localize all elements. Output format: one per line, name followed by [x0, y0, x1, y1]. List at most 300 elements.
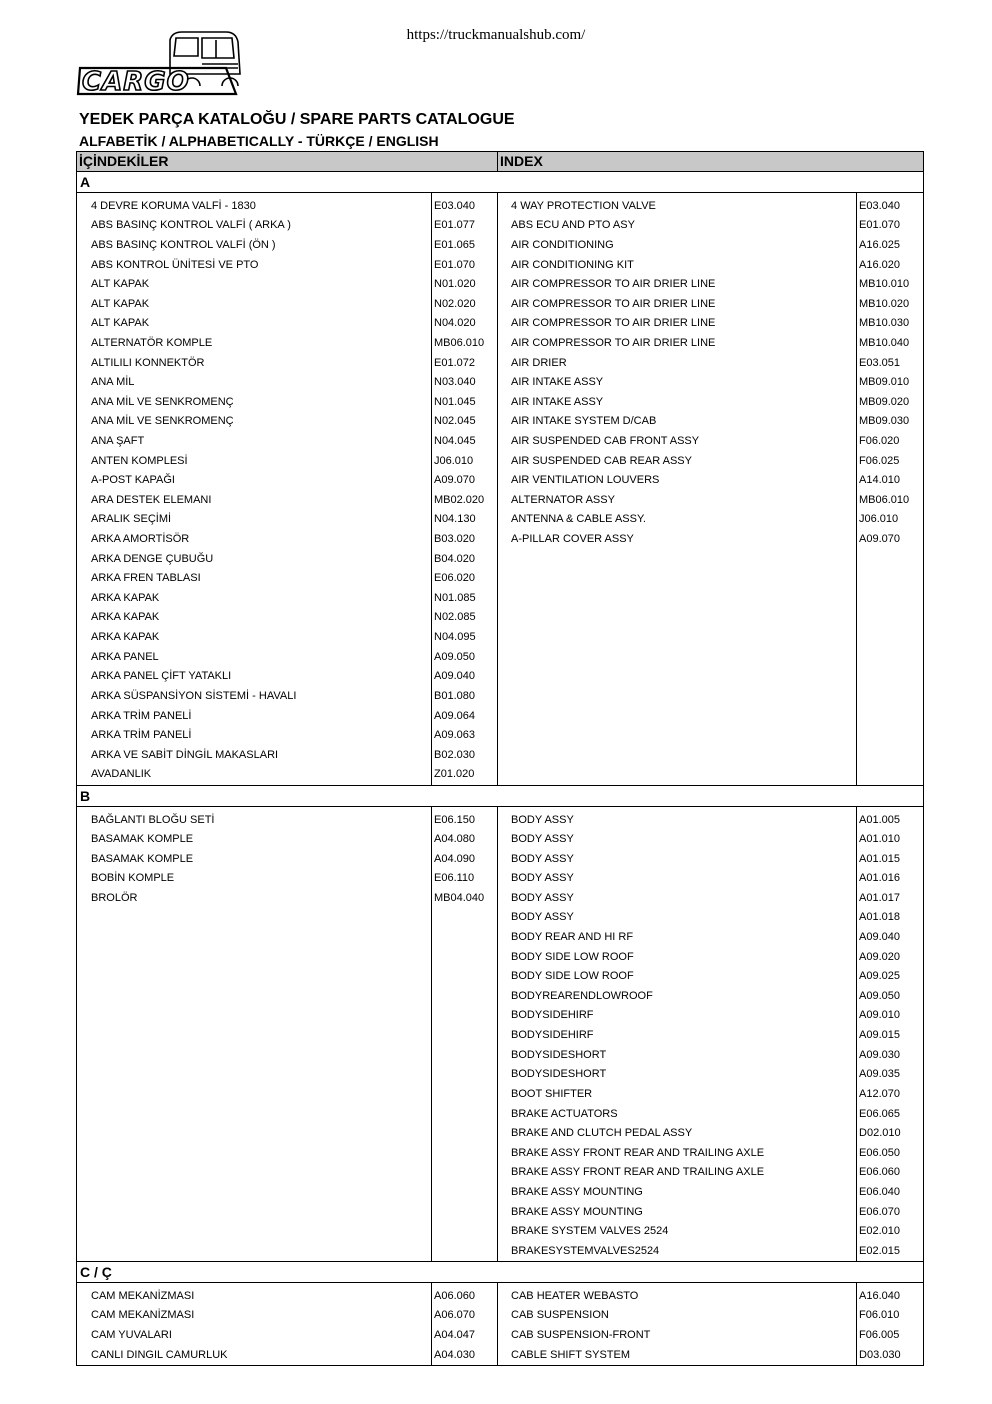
table-row [77, 745, 924, 765]
section-letter: C / Ç [77, 1262, 924, 1283]
turkish-part-code: MB06.010 [432, 334, 498, 354]
english-part-name: CAB SUSPENSION [498, 1306, 857, 1326]
english-part-name [498, 706, 857, 726]
english-part-code: A14.010 [857, 471, 924, 491]
turkish-part-code [432, 1104, 498, 1124]
turkish-part-name [77, 987, 432, 1007]
turkish-part-code [432, 967, 498, 987]
table-row [77, 392, 924, 412]
turkish-part-name: ALTERNATÖR KOMPLE [77, 334, 432, 354]
turkish-part-code: N04.095 [432, 628, 498, 648]
turkish-part-name [77, 1222, 432, 1242]
english-part-code: E03.051 [857, 353, 924, 373]
english-part-code [857, 628, 924, 648]
english-part-name: A-PILLAR COVER ASSY [498, 530, 857, 550]
turkish-part-code [432, 1006, 498, 1026]
english-part-code: A01.010 [857, 830, 924, 850]
turkish-part-name: BASAMAK KOMPLE [77, 830, 432, 850]
catalogue-subtitle: ALFABETİK / ALPHABETICALLY - TÜRKÇE / ENGLISH [79, 133, 439, 149]
turkish-part-code: E01.072 [432, 353, 498, 373]
turkish-part-code [432, 1124, 498, 1144]
table-row [77, 451, 924, 471]
turkish-part-code: E01.065 [432, 236, 498, 256]
turkish-part-code: B01.080 [432, 687, 498, 707]
table-row [77, 1045, 924, 1065]
english-part-code: MB10.020 [857, 294, 924, 314]
turkish-part-code: E06.150 [432, 806, 498, 830]
english-part-name: AIR CONDITIONING [498, 236, 857, 256]
english-part-name [498, 608, 857, 628]
english-part-name: BODY ASSY [498, 908, 857, 928]
table-row [77, 908, 924, 928]
english-part-code: A09.050 [857, 987, 924, 1007]
table-row [77, 471, 924, 491]
turkish-part-code [432, 908, 498, 928]
turkish-part-name: CAM YUVALARI [77, 1326, 432, 1346]
table-row [77, 236, 924, 256]
turkish-part-code: N04.045 [432, 432, 498, 452]
table-row [77, 255, 924, 275]
english-part-name: BODY ASSY [498, 830, 857, 850]
catalogue-title: YEDEK PARÇA KATALOĞU / SPARE PARTS CATALOGUE [79, 111, 515, 128]
english-part-code: F06.025 [857, 451, 924, 471]
turkish-part-name [77, 1202, 432, 1222]
table-row [77, 987, 924, 1007]
turkish-part-name: ARKA KAPAK [77, 628, 432, 648]
english-part-name: BODYSIDEHIRF [498, 1026, 857, 1046]
english-part-code: A16.040 [857, 1283, 924, 1307]
turkish-part-code: N02.085 [432, 608, 498, 628]
english-part-name: ABS ECU AND PTO ASY [498, 216, 857, 236]
turkish-part-code: E01.070 [432, 255, 498, 275]
english-part-code: A01.015 [857, 849, 924, 869]
english-part-code [857, 667, 924, 687]
english-part-name: BRAKESYSTEMVALVES2524 [498, 1241, 857, 1261]
section-letter: A [77, 172, 924, 193]
english-part-code: MB10.010 [857, 275, 924, 295]
english-part-name: BODYSIDESHORT [498, 1065, 857, 1085]
english-part-code [857, 549, 924, 569]
turkish-part-code: N01.085 [432, 589, 498, 609]
turkish-part-name: ALT KAPAK [77, 294, 432, 314]
table-row [77, 1183, 924, 1203]
english-part-name [498, 726, 857, 746]
turkish-part-code: A04.047 [432, 1326, 498, 1346]
turkish-part-code: A06.060 [432, 1283, 498, 1307]
turkish-part-code [432, 987, 498, 1007]
turkish-part-code: E01.077 [432, 216, 498, 236]
table-row [77, 294, 924, 314]
english-part-name: BODYSIDESHORT [498, 1045, 857, 1065]
english-part-code: E03.040 [857, 193, 924, 217]
table-row [77, 1345, 924, 1365]
table-row [77, 967, 924, 987]
table-row [77, 1085, 924, 1105]
turkish-part-code: A09.063 [432, 726, 498, 746]
turkish-part-name: ANA MİL VE SENKROMENÇ [77, 392, 432, 412]
turkish-part-name: CAM MEKANİZMASI [77, 1306, 432, 1326]
turkish-part-code: N03.040 [432, 373, 498, 393]
table-row [77, 530, 924, 550]
turkish-part-name: ABS BASINÇ KONTROL VALFİ ( ARKA ) [77, 216, 432, 236]
turkish-part-code: E06.020 [432, 569, 498, 589]
turkish-part-name [77, 1163, 432, 1183]
english-part-code: A09.070 [857, 530, 924, 550]
turkish-part-code: N01.045 [432, 392, 498, 412]
table-row [77, 806, 924, 830]
english-part-code: A01.018 [857, 908, 924, 928]
turkish-part-code: Z01.020 [432, 765, 498, 785]
english-part-name: AIR INTAKE ASSY [498, 392, 857, 412]
turkish-part-code [432, 1202, 498, 1222]
turkish-part-code: N04.020 [432, 314, 498, 334]
english-part-name: AIR DRIER [498, 353, 857, 373]
turkish-part-name: ANA MİL VE SENKROMENÇ [77, 412, 432, 432]
table-row [77, 432, 924, 452]
turkish-part-name: BOBİN KOMPLE [77, 869, 432, 889]
turkish-part-name: 4 DEVRE KORUMA VALFİ - 1830 [77, 193, 432, 217]
table-row [77, 569, 924, 589]
english-part-name: AIR SUSPENDED CAB FRONT ASSY [498, 432, 857, 452]
table-row [77, 1143, 924, 1163]
english-part-code: E06.060 [857, 1163, 924, 1183]
turkish-column-header: İÇİNDEKİLER [77, 152, 498, 172]
turkish-part-name: ARKA TRİM PANELİ [77, 706, 432, 726]
turkish-part-name: ARKA TRİM PANELİ [77, 726, 432, 746]
turkish-part-name: ALT KAPAK [77, 275, 432, 295]
english-part-code: A09.020 [857, 947, 924, 967]
english-part-name: BODY SIDE LOW ROOF [498, 947, 857, 967]
turkish-part-name: CANLI DINGIL CAMURLUK [77, 1345, 432, 1365]
english-part-code: E02.010 [857, 1222, 924, 1242]
turkish-part-code [432, 1143, 498, 1163]
section-header-row [77, 785, 924, 806]
english-part-name: AIR CONDITIONING KIT [498, 255, 857, 275]
table-row [77, 216, 924, 236]
turkish-part-name: BAĞLANTI BLOĞU SETİ [77, 806, 432, 830]
turkish-part-name: A-POST KAPAĞI [77, 471, 432, 491]
section-letter: B [77, 785, 924, 806]
turkish-part-name: ARA DESTEK ELEMANI [77, 491, 432, 511]
table-row [77, 412, 924, 432]
english-part-name: CABLE SHIFT SYSTEM [498, 1345, 857, 1365]
turkish-part-name [77, 947, 432, 967]
english-part-code: E02.015 [857, 1241, 924, 1261]
table-row [77, 589, 924, 609]
table-row [77, 647, 924, 667]
table-row [77, 1026, 924, 1046]
english-part-name: AIR INTAKE SYSTEM D/CAB [498, 412, 857, 432]
turkish-part-code: A09.070 [432, 471, 498, 491]
turkish-part-code: MB04.040 [432, 889, 498, 909]
english-part-code: MB06.010 [857, 491, 924, 511]
turkish-part-code: N01.020 [432, 275, 498, 295]
table-header-row [77, 152, 924, 172]
turkish-part-name: BROLÖR [77, 889, 432, 909]
turkish-part-code: B02.030 [432, 745, 498, 765]
english-part-name: BODY SIDE LOW ROOF [498, 967, 857, 987]
english-part-name: AIR COMPRESSOR TO AIR DRIER LINE [498, 275, 857, 295]
english-part-code: A16.020 [857, 255, 924, 275]
table-row [77, 334, 924, 354]
turkish-part-code: B03.020 [432, 530, 498, 550]
english-part-name: BRAKE ASSY MOUNTING [498, 1183, 857, 1203]
english-part-code [857, 745, 924, 765]
turkish-part-name: BASAMAK KOMPLE [77, 849, 432, 869]
turkish-part-name [77, 1143, 432, 1163]
turkish-part-name: ALT KAPAK [77, 314, 432, 334]
english-part-code: E01.070 [857, 216, 924, 236]
turkish-part-name: ARKA DENGE ÇUBUĞU [77, 549, 432, 569]
english-part-code: D02.010 [857, 1124, 924, 1144]
english-part-name: BRAKE ASSY FRONT REAR AND TRAILING AXLE [498, 1163, 857, 1183]
turkish-part-code [432, 1026, 498, 1046]
turkish-part-code: A06.070 [432, 1306, 498, 1326]
turkish-part-name [77, 928, 432, 948]
english-part-name: ANTENNA & CABLE ASSY. [498, 510, 857, 530]
english-part-code [857, 608, 924, 628]
turkish-part-name [77, 1065, 432, 1085]
english-part-name: BODY ASSY [498, 889, 857, 909]
table-row [77, 849, 924, 869]
english-part-code [857, 589, 924, 609]
english-part-name: BODY ASSY [498, 849, 857, 869]
turkish-part-name: ALTILILI KONNEKTÖR [77, 353, 432, 373]
turkish-part-name [77, 1183, 432, 1203]
turkish-part-code: A04.090 [432, 849, 498, 869]
table-row [77, 491, 924, 511]
table-row [77, 275, 924, 295]
table-row [77, 667, 924, 687]
table-row [77, 510, 924, 530]
turkish-part-code: MB02.020 [432, 491, 498, 511]
table-row [77, 830, 924, 850]
turkish-part-name: AVADANLIK [77, 765, 432, 785]
turkish-part-code [432, 928, 498, 948]
parts-index-table [76, 151, 924, 1366]
english-part-name: BRAKE ASSY MOUNTING [498, 1202, 857, 1222]
english-part-code [857, 765, 924, 785]
table-row [77, 687, 924, 707]
english-part-code: A01.005 [857, 806, 924, 830]
turkish-part-name: ARKA KAPAK [77, 589, 432, 609]
english-part-code: A12.070 [857, 1085, 924, 1105]
english-part-name: AIR INTAKE ASSY [498, 373, 857, 393]
english-part-name [498, 745, 857, 765]
english-part-code: A16.025 [857, 236, 924, 256]
english-part-code: MB09.010 [857, 373, 924, 393]
turkish-part-code: N02.045 [432, 412, 498, 432]
turkish-part-name [77, 967, 432, 987]
turkish-part-code: A09.050 [432, 647, 498, 667]
turkish-part-code: B04.020 [432, 549, 498, 569]
turkish-part-name: ARKA PANEL ÇİFT YATAKLI [77, 667, 432, 687]
english-part-code: MB09.020 [857, 392, 924, 412]
english-part-code: A01.017 [857, 889, 924, 909]
turkish-part-name: ARKA PANEL [77, 647, 432, 667]
table-row [77, 1163, 924, 1183]
english-part-code: A09.030 [857, 1045, 924, 1065]
turkish-part-code [432, 1163, 498, 1183]
english-part-code: A09.025 [857, 967, 924, 987]
english-column-header: INDEX [498, 152, 924, 172]
english-part-name: BODY REAR AND HI RF [498, 928, 857, 948]
english-part-name [498, 589, 857, 609]
turkish-part-code: N02.020 [432, 294, 498, 314]
turkish-part-name [77, 1104, 432, 1124]
english-part-code: E06.040 [857, 1183, 924, 1203]
table-row [77, 373, 924, 393]
turkish-part-code [432, 1241, 498, 1261]
table-row [77, 1222, 924, 1242]
english-part-name [498, 667, 857, 687]
turkish-part-code [432, 1183, 498, 1203]
english-part-name: CAB HEATER WEBASTO [498, 1283, 857, 1307]
english-part-name [498, 687, 857, 707]
turkish-part-code: N04.130 [432, 510, 498, 530]
turkish-part-code: A09.064 [432, 706, 498, 726]
table-row [77, 1241, 924, 1261]
english-part-code: F06.005 [857, 1326, 924, 1346]
turkish-part-code [432, 947, 498, 967]
english-part-name: AIR COMPRESSOR TO AIR DRIER LINE [498, 334, 857, 354]
table-row [77, 1283, 924, 1307]
english-part-code [857, 726, 924, 746]
english-part-code: E06.065 [857, 1104, 924, 1124]
turkish-part-name: ANA MİL [77, 373, 432, 393]
english-part-name: BODYREARENDLOWROOF [498, 987, 857, 1007]
turkish-part-name: ARKA SÜSPANSİYON SİSTEMİ - HAVALI [77, 687, 432, 707]
english-part-name: BODY ASSY [498, 869, 857, 889]
section-header-row [77, 1262, 924, 1283]
turkish-part-name [77, 1006, 432, 1026]
english-part-name [498, 765, 857, 785]
table-row [77, 869, 924, 889]
english-part-code [857, 687, 924, 707]
english-part-code [857, 706, 924, 726]
turkish-part-code [432, 1222, 498, 1242]
english-part-code: F06.010 [857, 1306, 924, 1326]
english-part-name: ALTERNATOR ASSY [498, 491, 857, 511]
english-part-code: E06.070 [857, 1202, 924, 1222]
english-part-name [498, 628, 857, 648]
english-part-name [498, 569, 857, 589]
table-row [77, 1006, 924, 1026]
cargo-truck-logo [76, 28, 246, 102]
turkish-part-name [77, 1241, 432, 1261]
english-part-name [498, 549, 857, 569]
table-row [77, 549, 924, 569]
english-part-name: BRAKE SYSTEM VALVES 2524 [498, 1222, 857, 1242]
table-row [77, 1124, 924, 1144]
turkish-part-name: ABS KONTROL ÜNİTESİ VE PTO [77, 255, 432, 275]
turkish-part-code: A09.040 [432, 667, 498, 687]
turkish-part-code [432, 1045, 498, 1065]
table-row [77, 193, 924, 217]
english-part-code: A09.035 [857, 1065, 924, 1085]
english-part-code: MB09.030 [857, 412, 924, 432]
turkish-part-name [77, 1045, 432, 1065]
english-part-code: A09.010 [857, 1006, 924, 1026]
english-part-name: BODYSIDEHIRF [498, 1006, 857, 1026]
english-part-code: F06.020 [857, 432, 924, 452]
table-row [77, 1065, 924, 1085]
table-row [77, 1104, 924, 1124]
turkish-part-code [432, 1065, 498, 1085]
english-part-code [857, 569, 924, 589]
turkish-part-name: ANTEN KOMPLESİ [77, 451, 432, 471]
table-row [77, 928, 924, 948]
english-part-name: BODY ASSY [498, 806, 857, 830]
turkish-part-name: ARKA VE SABİT DİNGİL MAKASLARI [77, 745, 432, 765]
turkish-part-code: A04.030 [432, 1345, 498, 1365]
turkish-part-name: ANA ŞAFT [77, 432, 432, 452]
english-part-code: A09.015 [857, 1026, 924, 1046]
table-row [77, 1326, 924, 1346]
turkish-part-name: CAM MEKANİZMASI [77, 1283, 432, 1307]
turkish-part-name [77, 1026, 432, 1046]
english-part-code [857, 647, 924, 667]
section-header-row [77, 172, 924, 193]
english-part-name: BRAKE AND CLUTCH PEDAL ASSY [498, 1124, 857, 1144]
table-row [77, 314, 924, 334]
turkish-part-name [77, 1124, 432, 1144]
turkish-part-name: ARKA FREN TABLASI [77, 569, 432, 589]
english-part-name: BRAKE ACTUATORS [498, 1104, 857, 1124]
turkish-part-code: A04.080 [432, 830, 498, 850]
table-row [77, 706, 924, 726]
table-row [77, 1306, 924, 1326]
turkish-part-name [77, 908, 432, 928]
turkish-part-name: ABS BASINÇ KONTROL VALFİ (ÖN ) [77, 236, 432, 256]
table-row [77, 765, 924, 785]
table-row [77, 889, 924, 909]
english-part-code: A09.040 [857, 928, 924, 948]
turkish-part-code [432, 1085, 498, 1105]
english-part-name: BRAKE ASSY FRONT REAR AND TRAILING AXLE [498, 1143, 857, 1163]
english-part-name [498, 647, 857, 667]
english-part-name: CAB SUSPENSION-FRONT [498, 1326, 857, 1346]
english-part-name: AIR COMPRESSOR TO AIR DRIER LINE [498, 314, 857, 334]
table-row [77, 947, 924, 967]
table-row [77, 628, 924, 648]
turkish-part-code: J06.010 [432, 451, 498, 471]
turkish-part-name: ARKA AMORTİSÖR [77, 530, 432, 550]
table-row [77, 726, 924, 746]
english-part-name: AIR COMPRESSOR TO AIR DRIER LINE [498, 294, 857, 314]
english-part-name: BOOT SHIFTER [498, 1085, 857, 1105]
english-part-code: MB10.030 [857, 314, 924, 334]
english-part-code: MB10.040 [857, 334, 924, 354]
english-part-name: AIR VENTILATION LOUVERS [498, 471, 857, 491]
table-row [77, 1202, 924, 1222]
source-url: https://truckmanualshub.com/ [406, 27, 586, 43]
english-part-code: D03.030 [857, 1345, 924, 1365]
english-part-code: A01.016 [857, 869, 924, 889]
turkish-part-name [77, 1085, 432, 1105]
table-row [77, 353, 924, 373]
english-part-name: AIR SUSPENDED CAB REAR ASSY [498, 451, 857, 471]
turkish-part-name: ARKA KAPAK [77, 608, 432, 628]
english-part-name: 4 WAY PROTECTION VALVE [498, 193, 857, 217]
logo-wordmark: CARGO [82, 67, 190, 97]
table-row [77, 608, 924, 628]
turkish-part-name: ARALIK SEÇİMİ [77, 510, 432, 530]
english-part-code: E06.050 [857, 1143, 924, 1163]
turkish-part-code: E03.040 [432, 193, 498, 217]
turkish-part-code: E06.110 [432, 869, 498, 889]
english-part-code: J06.010 [857, 510, 924, 530]
